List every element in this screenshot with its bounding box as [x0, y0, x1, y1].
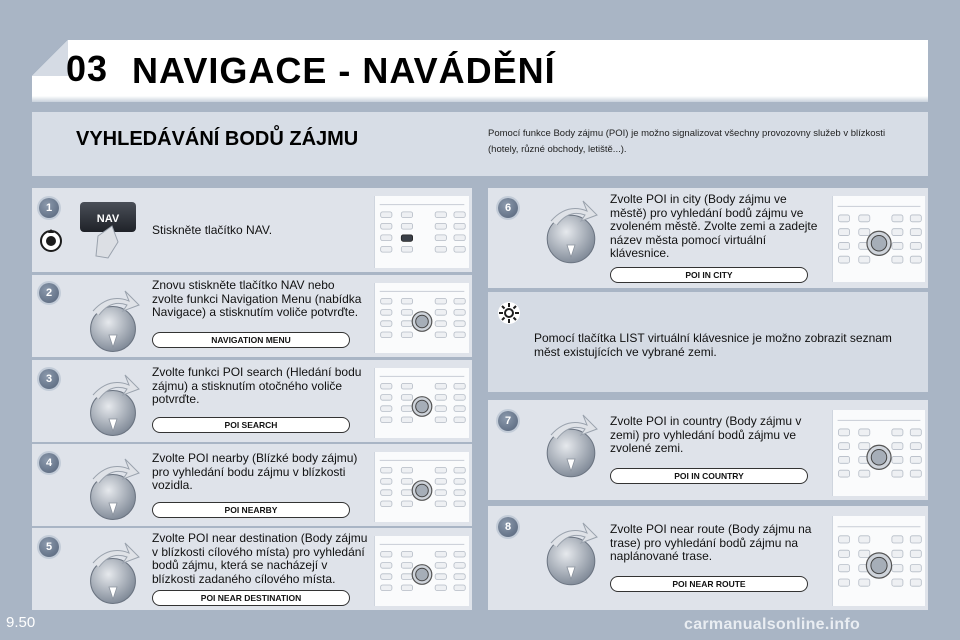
menu-label-pill: POI NEAR ROUTE	[610, 576, 808, 592]
radio-console-illustration	[374, 536, 469, 606]
rotary-knob-icon	[80, 366, 146, 442]
nav-button-icon	[78, 196, 146, 260]
radio-console-illustration	[374, 368, 469, 438]
menu-label-pill: NAVIGATION MENU	[152, 332, 350, 348]
page-title: NAVIGACE - NAVÁDĚNÍ	[132, 50, 556, 91]
step-number-badge: 8	[498, 517, 518, 537]
menu-label-pill: POI IN CITY	[610, 267, 808, 283]
step-number-badge: 7	[498, 411, 518, 431]
step-text: Zvolte POI nearby (Blízké body zájmu) pro vyhledání bodu zájmu v blízkosti vozidla.	[152, 451, 358, 492]
tip-text: Pomocí tlačítka LIST virtuální klávesnice je možno zobrazit seznam měst existujících ve vybrané zemi.	[534, 331, 892, 359]
radio-console-illustration	[832, 410, 925, 496]
section-heading: VYHLEDÁVÁNÍ BODŮ ZÁJMU	[76, 128, 359, 150]
page-number: 9.50	[6, 614, 36, 631]
menu-label-pill: POI NEARBY	[152, 502, 350, 518]
rotary-knob-icon	[536, 512, 606, 592]
menu-label-pill: POI IN COUNTRY	[610, 468, 808, 484]
step-number-badge: 5	[39, 537, 59, 557]
setting-icon	[38, 228, 64, 254]
step-number-badge: 4	[39, 453, 59, 473]
nav-button-text: NAV	[96, 213, 120, 225]
step-text: Zvolte POI near route (Body zájmu na trase) pro vyhledání bodů zájmu na naplánované trase.	[610, 522, 812, 563]
step-text: Zvolte funkci POI search (Hledání bodu zájmu) a stisknutím otočného voliče potvrďte.	[152, 365, 362, 406]
menu-label-pill: POI NEAR DESTINATION	[152, 590, 350, 606]
step-number-badge: 2	[39, 283, 59, 303]
rotary-knob-icon	[80, 534, 146, 610]
radio-console-illustration	[374, 452, 469, 522]
menu-label-pill: POI SEARCH	[152, 417, 350, 433]
step-number-badge: 1	[39, 198, 59, 218]
lightbulb-icon	[496, 300, 522, 326]
rotary-knob-icon	[80, 282, 146, 358]
step-text: Zvolte POI near destination (Body zájmu v blízkosti cílového místa) pro vyhledání bodů zájmu, která se nacházejí v blízkosti zadaného cílového místa.	[152, 531, 368, 586]
chapter-number: 03	[66, 48, 109, 89]
step-text: Zvolte POI in city (Body zájmu ve městě) pro vyhledání bodů zájmu ve zvoleném městě. Zvolte zemi a zadejte název města pomocí virtuální klávesnice.	[610, 192, 818, 260]
watermark: carmanualsonline.info	[684, 616, 861, 633]
step-text: Znovu stiskněte tlačítko NAV nebo zvolte funkci Navigation Menu (nabídka Navigace) a stisknutím voliče potvrďte.	[152, 278, 362, 319]
intro-text: Pomocí funkce Body zájmu (POI) je možno signalizovat všechny provozovny služeb v blízkosti (hotely, různé obchody, letiště...).	[488, 128, 886, 155]
radio-console-illustration	[832, 516, 925, 606]
radio-console-illustration	[374, 283, 469, 353]
rotary-knob-icon	[536, 404, 606, 484]
step-text: Stiskněte tlačítko NAV.	[152, 223, 273, 237]
step-number-badge: 3	[39, 369, 59, 389]
radio-console-illustration	[832, 196, 925, 282]
radio-console-illustration	[374, 196, 469, 268]
step-text: Zvolte POI in country (Body zájmu v zemi) pro vyhledání bodů zájmu ve zvolené zemi.	[610, 414, 802, 455]
step-number-badge: 6	[498, 198, 518, 218]
rotary-knob-icon	[536, 190, 606, 270]
rotary-knob-icon	[80, 450, 146, 526]
